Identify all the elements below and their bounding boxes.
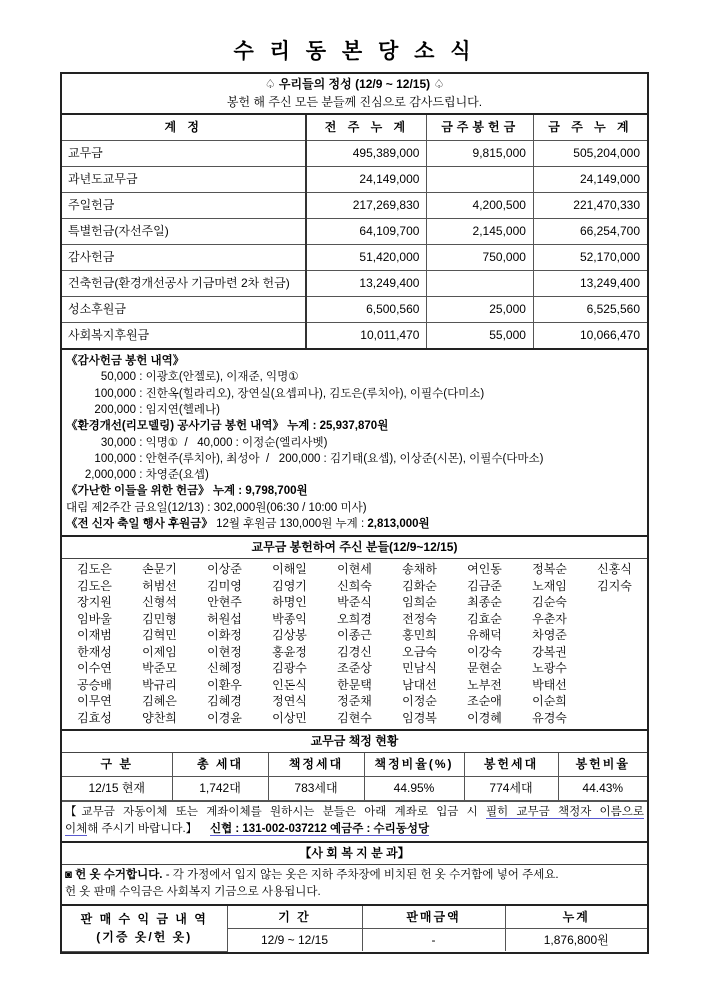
welfare-body-1: - 각 가정에서 입지 않는 옷은 지하 주차장에 비치된 헌 옷 수거함에 넣어 주세요. [162, 869, 559, 882]
contributor-name: 손문기 [142, 562, 177, 577]
row-total: 66,254,700 [533, 219, 647, 245]
row-week: 750,000 [427, 245, 533, 271]
contributor-name: 김상봉 [272, 628, 307, 643]
row-name: 특별헌금(자선주일) [62, 219, 306, 245]
row-total: 24,149,000 [533, 167, 647, 193]
contributor-name: 조순애 [467, 694, 502, 709]
row-total: 221,470,330 [533, 193, 647, 219]
remodel-total: 누계 : 25,937,870원 [284, 420, 389, 433]
status-table [62, 753, 647, 801]
contributor-name: 한재성 [77, 644, 112, 659]
contributor-name [582, 710, 647, 727]
contributor-name [582, 660, 647, 677]
welfare-line-1 [65, 867, 644, 884]
contributor-name: 임바울 [77, 611, 112, 626]
col-total-households: 총 세대 [172, 753, 268, 777]
value-offering-households: 774세대 [464, 777, 558, 801]
poor-heading-line [66, 483, 647, 499]
row-week: 55,000 [427, 323, 533, 349]
contributor-name: 민남식 [402, 661, 437, 676]
remodel-line [66, 435, 647, 451]
thanks-sep: : [136, 387, 146, 400]
contributor-name: 이환우 [207, 677, 242, 692]
value-assigned-rate: 44.95% [364, 777, 464, 801]
table-row [62, 323, 647, 349]
contributor-name: 이정순 [402, 694, 437, 709]
remodel-heading: 《환경개선(리모델링) 공사기금 봉헌 내역》 [66, 420, 284, 433]
table-header-row [62, 753, 647, 777]
offering-subheading: 봉헌 해 주신 모든 분들께 진심으로 감사드립니다. [62, 95, 647, 115]
notice-text-c: 이체 [65, 823, 88, 836]
contributor-name: 최종순 [467, 595, 502, 610]
contributor-name: 오금숙 [402, 644, 437, 659]
value-sales-total: 1,876,800원 [505, 929, 647, 952]
remodel-line [66, 451, 647, 467]
contributor-name: 임희순 [402, 595, 437, 610]
col-cum-total: 금 주 누 계 [533, 115, 647, 141]
row-total: 6,525,560 [533, 297, 647, 323]
table-row [62, 660, 647, 677]
col-sales-amount: 판매금액 [362, 905, 505, 929]
sales-label-line-2: (기증 옷/헌 옷) [96, 929, 193, 944]
welfare-lead: 헌 옷 수거합니다. [71, 869, 163, 882]
contributor-name: 이화정 [207, 628, 242, 643]
contributor-name [582, 677, 647, 694]
poor-heading: 《가난한 이들을 위한 헌금》 [66, 485, 210, 498]
contributor-name: 이제임 [142, 644, 177, 659]
contributor-name: 박준식 [337, 595, 372, 610]
value-assigned-households: 783세대 [268, 777, 364, 801]
contributor-name: 장지원 [77, 595, 112, 610]
contributor-name: 하명인 [272, 595, 307, 610]
welfare-line-2: 헌 옷 판매 수익금은 사회복지 기금으로 사용됩니다. [65, 886, 321, 899]
col-sales-total: 누계 [505, 905, 647, 929]
square-bullet-icon: ◙ [65, 869, 72, 882]
contributor-name: 이경혜 [467, 710, 502, 725]
table-row [62, 193, 647, 219]
remodel-sep: : [136, 469, 146, 482]
col-account: 계 정 [62, 115, 306, 141]
remodel-sep: : [136, 452, 146, 465]
contributor-name: 노광수 [532, 661, 567, 676]
status-section [60, 731, 649, 843]
thanks-amount: 100,000 [94, 387, 136, 400]
notice-text-emphasis: 필히 교무금 책정자 이름으로 [486, 806, 644, 819]
contributor-name: 안현주 [207, 595, 242, 610]
contributor-name: 공승배 [77, 677, 112, 692]
contributor-name: 인돈식 [272, 677, 307, 692]
row-prev: 217,269,830 [306, 193, 426, 219]
table-row [62, 141, 647, 167]
bank-account-info: 신협 : 131-002-037212 예금주 : 수리동성당 [209, 823, 430, 836]
sales-table [62, 904, 647, 952]
value-period: 12/9 ~ 12/15 [227, 929, 362, 952]
col-week-offering: 금주봉헌금 [427, 115, 533, 141]
contributor-name: 양찬희 [142, 710, 177, 725]
notice-text-a: 【교무금 자동이체 또는 계좌이체를 원하시는 분들은 아래 계좌로 입금 시 [65, 806, 486, 819]
contributor-name: 조준상 [337, 661, 372, 676]
contributor-name: 김효성 [77, 710, 112, 725]
row-total: 505,204,000 [533, 141, 647, 167]
contributor-name: 이순희 [532, 694, 567, 709]
remodel-amount: 2,000,000 [84, 469, 136, 482]
poor-total-value: 9,798,700원 [245, 485, 308, 498]
table-row [62, 271, 647, 297]
contributor-name: 김순숙 [532, 595, 567, 610]
remodel-names: 안현주(루치아), 최성아 / 200,000 : 김기태(요셉), 이상준(시몬), 이필수(다마소) [145, 452, 544, 465]
table-row [62, 710, 647, 727]
contributor-name: 김미영 [207, 578, 242, 593]
contributor-name: 김효순 [467, 611, 502, 626]
contributor-name: 김현수 [337, 710, 372, 725]
contributor-name: 유해덕 [467, 628, 502, 643]
col-assigned-households: 책정세대 [268, 753, 364, 777]
feast-text: 12월 후원금 130,000원 누계 : [212, 518, 368, 531]
contributor-name: 차영준 [532, 628, 567, 643]
page-title: 수 리 동 본 당 소 식 [233, 40, 476, 63]
contributor-name: 허원섭 [207, 611, 242, 626]
col-division: 구 분 [62, 753, 172, 777]
row-week: 9,815,000 [427, 141, 533, 167]
table-row [62, 611, 647, 628]
thanks-line [66, 369, 647, 385]
contributor-name: 신형석 [142, 595, 177, 610]
contributor-name: 김도은 [77, 562, 112, 577]
row-name: 성소후원금 [62, 297, 306, 323]
table-row [62, 644, 647, 661]
contributors-section [60, 537, 649, 731]
contributor-name: 이현세 [337, 562, 372, 577]
contributor-name: 정복순 [532, 562, 567, 577]
row-week [427, 167, 533, 193]
contributor-name: 임경복 [402, 710, 437, 725]
col-offering-households: 봉헌세대 [464, 753, 558, 777]
row-prev: 6,500,560 [306, 297, 426, 323]
contributor-name: 김지숙 [597, 578, 632, 593]
thanks-line [66, 386, 647, 402]
col-prev-total: 전 주 누 계 [306, 115, 426, 141]
contributor-name: 허범선 [142, 578, 177, 593]
row-prev: 13,249,400 [306, 271, 426, 297]
contributors-grid [62, 559, 647, 729]
contributor-name: 김금준 [467, 578, 502, 593]
poor-total-label: 누계 : [209, 485, 246, 498]
sales-label-line-1: 판 매 수 익 금 내 역 [80, 912, 208, 927]
offering-table [62, 115, 647, 348]
row-name: 주일헌금 [62, 193, 306, 219]
remodel-names: 차영준(요셉) [145, 469, 209, 482]
row-week: 25,000 [427, 297, 533, 323]
row-prev: 495,389,000 [306, 141, 426, 167]
contributor-name: 이수연 [77, 661, 112, 676]
offering-heading: ♤ 우리들의 정성 (12/9 ~ 12/15) ♤ [264, 77, 445, 92]
thanks-sep: : [136, 403, 146, 416]
row-week: 2,145,000 [427, 219, 533, 245]
offering-details-section [60, 350, 649, 537]
contributor-name: 박태선 [532, 677, 567, 692]
contributors-heading: 교무금 봉헌하여 주신 분들(12/9~12/15) [62, 537, 647, 559]
notice-line-1 [65, 804, 644, 821]
contributor-name: 김화순 [402, 578, 437, 593]
table-row [62, 219, 647, 245]
contributor-name: 전정숙 [402, 611, 437, 626]
contributor-name: 박준모 [142, 661, 177, 676]
contributor-name: 신혜정 [207, 661, 242, 676]
contributor-name: 홍민희 [402, 628, 437, 643]
remodel-amount: 100,000 [94, 452, 136, 465]
table-header-row [62, 905, 647, 929]
transfer-notice [62, 801, 647, 841]
contributor-name: 홍윤정 [272, 644, 307, 659]
contributor-name: 한문택 [337, 677, 372, 692]
row-total: 10,066,470 [533, 323, 647, 349]
contributor-name: 김도은 [77, 578, 112, 593]
contributor-name: 이경윤 [207, 710, 242, 725]
contributor-name: 오희경 [337, 611, 372, 626]
contributor-name [582, 594, 647, 611]
row-week [427, 271, 533, 297]
welfare-heading: 【사 회 복 지 분 과】 [62, 843, 647, 865]
row-total: 52,170,000 [533, 245, 647, 271]
contributor-name: 정준채 [337, 694, 372, 709]
table-row [62, 594, 647, 611]
thanks-sep: : [136, 371, 146, 384]
thanks-names: 진한옥(힐라리오), 장연실(요셉피나), 김도은(루치아), 이필수(다미소) [145, 387, 485, 400]
contributor-name: 유경숙 [532, 710, 567, 725]
notice-line-2 [65, 821, 644, 838]
contributor-name: 우춘자 [532, 611, 567, 626]
row-prev: 10,011,470 [306, 323, 426, 349]
table-row [62, 245, 647, 271]
contributor-name: 이재범 [77, 628, 112, 643]
contributor-name: 김혜은 [142, 694, 177, 709]
table-row [62, 561, 647, 578]
col-offering-rate: 봉헌비율 [558, 753, 647, 777]
contributor-name: 노부전 [467, 677, 502, 692]
offering-section [60, 72, 649, 350]
table-header-row [62, 115, 647, 141]
row-week: 4,200,500 [427, 193, 533, 219]
contributor-name: 김민형 [142, 611, 177, 626]
bulletin-page [60, 40, 649, 954]
contributor-name: 박규리 [142, 677, 177, 692]
contributor-name [582, 693, 647, 710]
contributor-name: 송채하 [402, 562, 437, 577]
sales-row-label [62, 905, 227, 951]
thanks-names: 임지연(헬레나) [145, 403, 220, 416]
col-period: 기 간 [227, 905, 362, 929]
contributor-name: 강복권 [532, 644, 567, 659]
col-assigned-rate: 책정비율(%) [364, 753, 464, 777]
contributor-name [582, 627, 647, 644]
feast-line [66, 516, 647, 532]
contributor-name: 노재임 [532, 578, 567, 593]
contributor-name: 신희숙 [337, 578, 372, 593]
row-name: 건축헌금(환경개선공사 기금마련 2차 헌금) [62, 271, 306, 297]
poor-detail: 대림 제2주간 금요일(12/13) : 302,000원(06:30 / 10:00 미사) [66, 501, 367, 514]
contributor-name: 이강숙 [467, 644, 502, 659]
contributor-name: 김경신 [337, 644, 372, 659]
remodel-sep: : [136, 436, 146, 449]
row-prev: 64,109,700 [306, 219, 426, 245]
table-row [62, 297, 647, 323]
feast-heading: 《전 신자 축일 행사 후원금》 [66, 518, 213, 531]
remodel-names: 익명① / 40,000 : 이정순(엘리사벳) [145, 436, 328, 449]
contributor-name: 남대선 [402, 677, 437, 692]
contributor-name: 박종익 [272, 611, 307, 626]
row-total: 13,249,400 [533, 271, 647, 297]
thanks-heading: 《감사헌금 봉헌 내역》 [66, 355, 185, 368]
contributor-name: 이무연 [77, 694, 112, 709]
contributor-name: 이해일 [272, 562, 307, 577]
contributor-name: 신홍식 [597, 562, 632, 577]
contributors-table [62, 561, 647, 726]
table-row [62, 578, 647, 595]
status-heading: 교무금 책정 현황 [62, 731, 647, 753]
remodel-heading-line [66, 418, 647, 434]
table-row [62, 777, 647, 801]
contributor-name: 문현순 [467, 661, 502, 676]
contributor-name [582, 611, 647, 628]
row-name: 교무금 [62, 141, 306, 167]
thanks-line [66, 402, 647, 418]
contributor-name: 이상민 [272, 710, 307, 725]
remodel-amount: 30,000 [100, 436, 136, 449]
contributor-name: 이종근 [337, 628, 372, 643]
table-row [62, 693, 647, 710]
row-name: 과년도교무금 [62, 167, 306, 193]
table-row [62, 677, 647, 694]
value-division: 12/15 현재 [62, 777, 172, 801]
value-sales-amount: - [362, 929, 505, 952]
contributor-name: 정연식 [272, 694, 307, 709]
contributor-name: 김광수 [272, 661, 307, 676]
feast-total: 2,813,000원 [367, 518, 430, 531]
contributor-name: 이현정 [207, 644, 242, 659]
contributor-name: 김혜경 [207, 694, 242, 709]
welfare-body [62, 865, 647, 904]
welfare-section [60, 843, 649, 954]
notice-text-d: 해 주시기 바랍니다.】 [87, 823, 198, 836]
contributor-name: 여인동 [467, 562, 502, 577]
row-prev: 51,420,000 [306, 245, 426, 271]
remodel-line [66, 467, 647, 483]
thanks-amount: 50,000 [100, 371, 136, 384]
contributor-name [582, 644, 647, 661]
value-offering-rate: 44.43% [558, 777, 647, 801]
row-name: 사회복지후원금 [62, 323, 306, 349]
contributor-name: 김혁민 [142, 628, 177, 643]
thanks-amount: 200,000 [94, 403, 136, 416]
row-prev: 24,149,000 [306, 167, 426, 193]
table-row [62, 167, 647, 193]
row-name: 감사헌금 [62, 245, 306, 271]
table-row [62, 627, 647, 644]
value-total-households: 1,742대 [172, 777, 268, 801]
contributor-name: 김영기 [272, 578, 307, 593]
contributor-name: 이상준 [207, 562, 242, 577]
thanks-names: 이광호(안젤로), 이재준, 익명① [145, 371, 299, 384]
